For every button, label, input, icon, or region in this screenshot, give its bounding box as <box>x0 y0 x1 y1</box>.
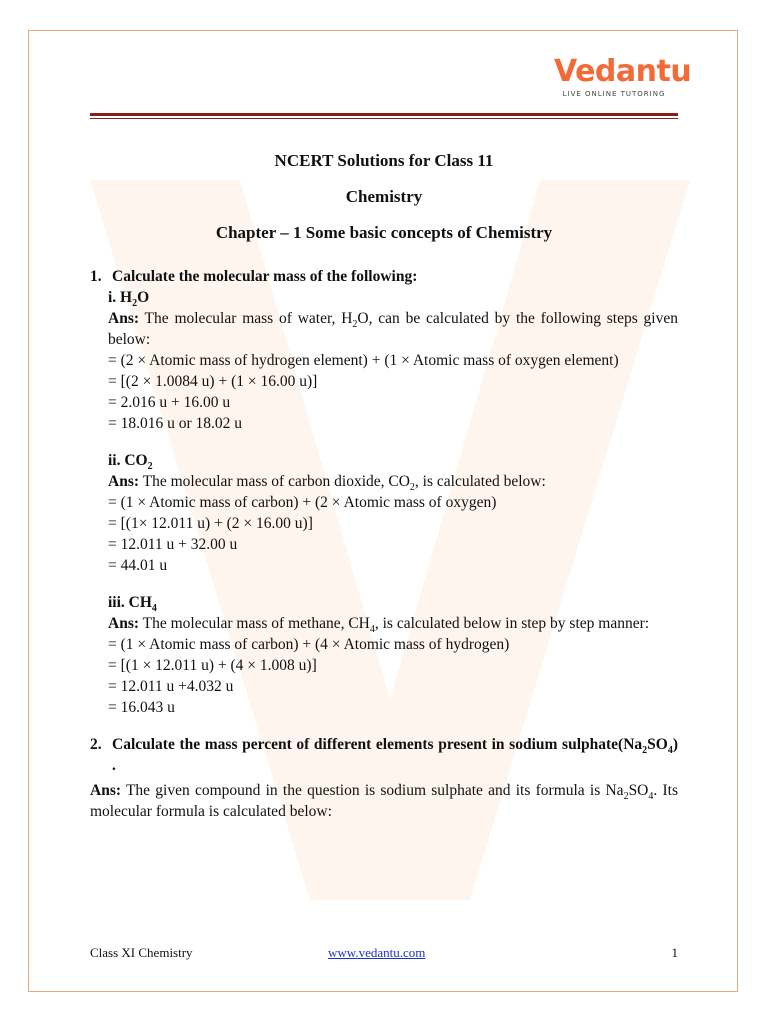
vedantu-logo <box>554 54 692 98</box>
answer-2: Ans: The given compound in the question is sodium sulphate and its formula is $Na_2SO_4$. Its molecular formula is calculated below: <box>90 782 678 820</box>
doc-subject: Chemistry <box>345 187 423 206</box>
question-2: 2. Calculate the mass percent of different elements present in sodium $sulphate(Na_2SO_4)$ . <box>90 736 678 774</box>
answer-1-iii: Ans: The molecular mass of methane, $CH_4$, is calculated below in step by step manner: <box>108 615 650 636</box>
question-1: 1. Calculate the molecular mass of the following: <box>90 268 418 285</box>
answer-line: = 12.011 u +4.032 u <box>108 678 234 695</box>
footer-website-link[interactable]: www.vedantu.com <box>328 945 426 960</box>
answer-line: = [(2 × 1.0084 u) + (1 × 16.00 u)] <box>108 373 318 390</box>
logo-tagline: LIVE ONLINE TUTORING <box>562 90 666 98</box>
answer-line: = 44.01 u <box>108 557 168 574</box>
page-number: 1 <box>671 945 678 960</box>
answer-line: = 16.043 u <box>108 699 175 716</box>
answer-1-ii: Ans: The molecular mass of carbon dioxide, $CO_2$, is calculated below: <box>108 473 546 494</box>
answer-line: = (2 × Atomic mass of hydrogen element) + (1 × Atomic mass of oxygen element) <box>108 352 619 369</box>
answer-line: = (1 × Atomic mass of carbon) + (4 × Atomic mass of hydrogen) <box>108 636 510 653</box>
header-rule-thin <box>90 118 678 119</box>
doc-title: NCERT Solutions for Class 11 <box>274 151 494 170</box>
header-rule-thick <box>90 113 678 116</box>
answer-line: = [(1× 12.011 u) + (2 × 16.00 u)] <box>108 515 313 532</box>
question-1-part-iii: iii. $CH_4$ <box>108 594 157 615</box>
answer-line: = 18.016 u or 18.02 u <box>108 415 243 432</box>
doc-chapter: Chapter – 1 Some basic concepts of Chemistry <box>215 223 553 242</box>
question-1-part-ii: ii. $CO_2$ <box>108 452 153 473</box>
answer-line: = (1 × Atomic mass of carbon) + (2 × Atomic mass of oxygen) <box>108 494 497 511</box>
logo-wordmark: Vedantu <box>554 54 692 89</box>
answer-line: = 2.016 u + 16.00 u <box>108 394 231 411</box>
footer-course: Class XI Chemistry <box>90 945 193 960</box>
answer-line: = [(1 × 12.011 u) + (4 × 1.008 u)] <box>108 657 317 674</box>
page-content <box>90 146 678 822</box>
answer-line: = 12.011 u + 32.00 u <box>108 536 238 553</box>
answer-1-i: Ans: The molecular mass of water, $H_2O$, can be calculated by the following steps given below: <box>108 310 678 348</box>
question-1-part-i: i. $H_2O$ <box>108 289 150 310</box>
